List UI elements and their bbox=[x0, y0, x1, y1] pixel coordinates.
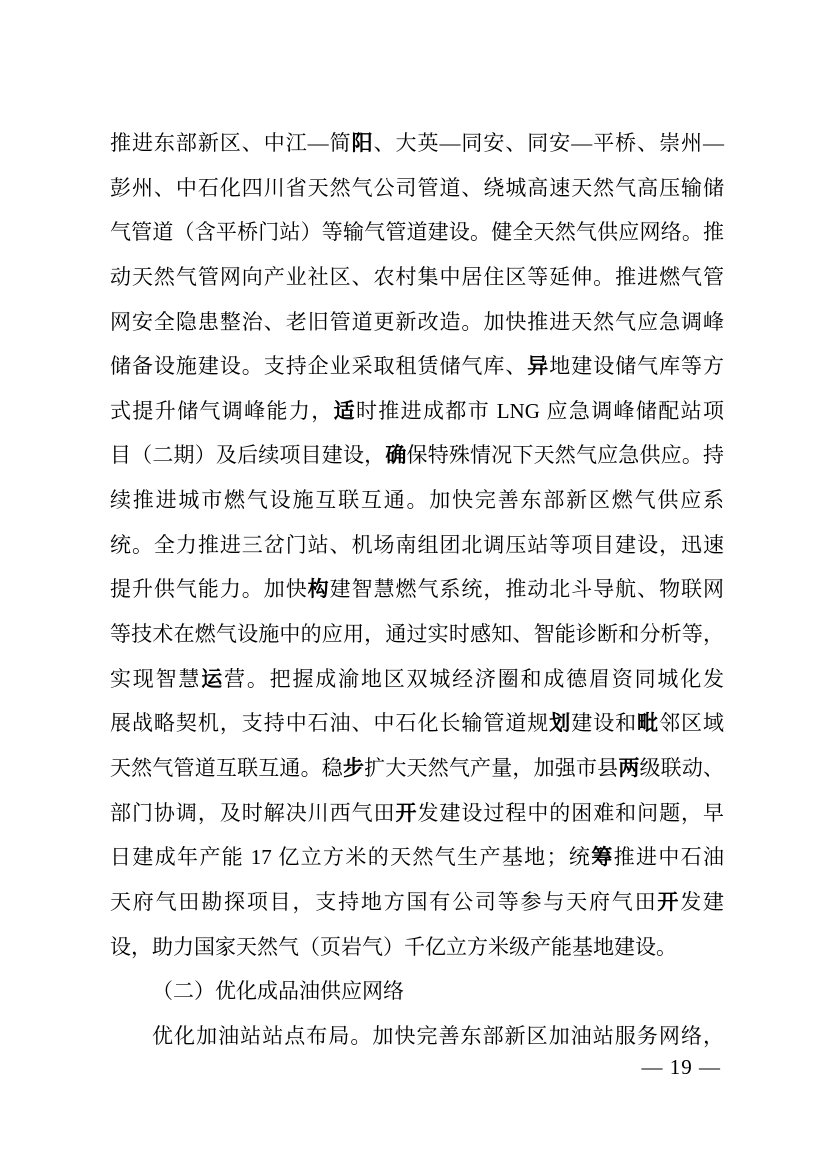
text-line bbox=[110, 433, 724, 478]
text-segment: 网安全隐患整治、老旧管道更新改造。加快推进天然气应急调峰 bbox=[110, 309, 724, 334]
text-segment: 储备设施建设。支持企业采取租赁储气库、 bbox=[110, 354, 528, 379]
text-segment: 邻区域 bbox=[659, 711, 725, 736]
text-segment: 地建设储气库等方 bbox=[549, 354, 725, 379]
text-segment: 实现智慧 bbox=[110, 666, 202, 691]
text-segment: 等技术在燃气设施中的应用，通过实时感知、智能诊断和分析等， bbox=[110, 622, 724, 647]
text-segment: 天府气田勘探项目，支持地方国有公司等参与天府气田 bbox=[110, 889, 658, 914]
emphasized-text: 步 bbox=[342, 755, 365, 780]
text-segment: 气管道（含平桥门站）等输气管道建设。健全天然气供应网络。推 bbox=[110, 220, 724, 245]
text-line bbox=[110, 746, 724, 791]
text-line bbox=[110, 925, 724, 970]
emphasized-text: 开 bbox=[657, 889, 681, 914]
text-line bbox=[110, 166, 724, 211]
text-segment: 式提升储气调峰能力， bbox=[110, 398, 334, 423]
text-segment: 推进中石油 bbox=[613, 845, 725, 870]
text-line bbox=[110, 835, 724, 880]
text-line bbox=[110, 612, 724, 657]
emphasized-text: 开 bbox=[395, 800, 418, 825]
text-segment: 提升供气能力。加快 bbox=[110, 577, 308, 602]
text-line bbox=[110, 969, 724, 1014]
emphasized-text: 确 bbox=[385, 443, 407, 468]
text-line bbox=[110, 567, 724, 612]
text-segment: 级联动、 bbox=[639, 755, 725, 780]
text-line bbox=[110, 523, 724, 568]
text-segment: 发建 bbox=[680, 889, 725, 914]
document-body bbox=[110, 121, 724, 1058]
emphasized-text: 适 bbox=[333, 398, 356, 423]
text-segment: 续推进城市燃气设施互联互通。加快完善东部新区燃气供应系 bbox=[110, 488, 724, 513]
text-line bbox=[110, 880, 724, 925]
text-segment: 彭州、中石化四川省天然气公司管道、绕城高速天然气高压输储 bbox=[110, 175, 724, 200]
text-line bbox=[110, 255, 724, 300]
text-segment: 时推进成都市 LNG 应急调峰储配站项 bbox=[355, 398, 724, 423]
emphasized-text: 两 bbox=[618, 755, 640, 780]
text-segment: 营。把握成渝地区双城经济圈和成德眉资同城化发 bbox=[224, 666, 725, 691]
text-line bbox=[110, 657, 724, 702]
text-segment: 建智慧燃气系统，推动北斗导航、物联网 bbox=[329, 577, 725, 602]
text-segment: 、大英—同安、同安—平桥、崇州— bbox=[373, 131, 725, 155]
emphasized-text: 划 bbox=[549, 711, 572, 736]
page-number: — 19 — bbox=[641, 1055, 721, 1079]
emphasized-text: 筹 bbox=[591, 845, 614, 870]
text-segment: 设，助力国家天然气（页岩气）千亿立方米级产能基地建设。 bbox=[110, 934, 677, 959]
text-segment: 扩大天然气产量，加强市县 bbox=[364, 755, 619, 780]
text-segment: 日建成年产能 17 亿立方米的天然气生产基地；统 bbox=[110, 845, 592, 870]
text-line bbox=[110, 478, 724, 523]
text-segment: 部门协调，及时解决川西气田 bbox=[110, 800, 396, 825]
text-line bbox=[110, 791, 724, 836]
text-segment: 天然气管道互联互通。稳 bbox=[110, 755, 343, 780]
text-segment: 保特殊情况下天然气应急供应。持 bbox=[406, 443, 725, 468]
text-line bbox=[110, 121, 724, 166]
text-line bbox=[110, 210, 724, 255]
text-segment: 目（二期）及后续项目建设， bbox=[110, 443, 386, 468]
text-segment: 统。全力推进三岔门站、机场南组团北调压站等项目建设，迅速 bbox=[110, 532, 724, 557]
text-segment: 动天然气管网向产业社区、农村集中居住区等延伸。推进燃气管 bbox=[110, 264, 724, 289]
text-segment: 展战略契机，支持中石油、中石化长输管道规 bbox=[110, 711, 550, 736]
text-segment: （二）优化成品油供应网络 bbox=[152, 979, 404, 1004]
emphasized-text: 毗 bbox=[637, 711, 660, 736]
text-line bbox=[110, 389, 724, 434]
emphasized-text: 异 bbox=[527, 354, 550, 379]
text-segment: 推进东部新区、中江—简 bbox=[110, 131, 352, 155]
text-line bbox=[110, 1014, 724, 1059]
text-line bbox=[110, 344, 724, 389]
text-line bbox=[110, 701, 724, 746]
emphasized-text: 构 bbox=[307, 577, 330, 602]
text-line bbox=[110, 300, 724, 345]
text-segment: 发建设过程中的困难和问题，早 bbox=[417, 800, 725, 825]
emphasized-text: 运 bbox=[201, 666, 225, 691]
emphasized-text: 阳 bbox=[351, 131, 374, 155]
text-segment: 优化加油站站点布局。加快完善东部新区加油站服务网络， bbox=[152, 1023, 724, 1048]
text-segment: 建设和 bbox=[571, 711, 638, 736]
